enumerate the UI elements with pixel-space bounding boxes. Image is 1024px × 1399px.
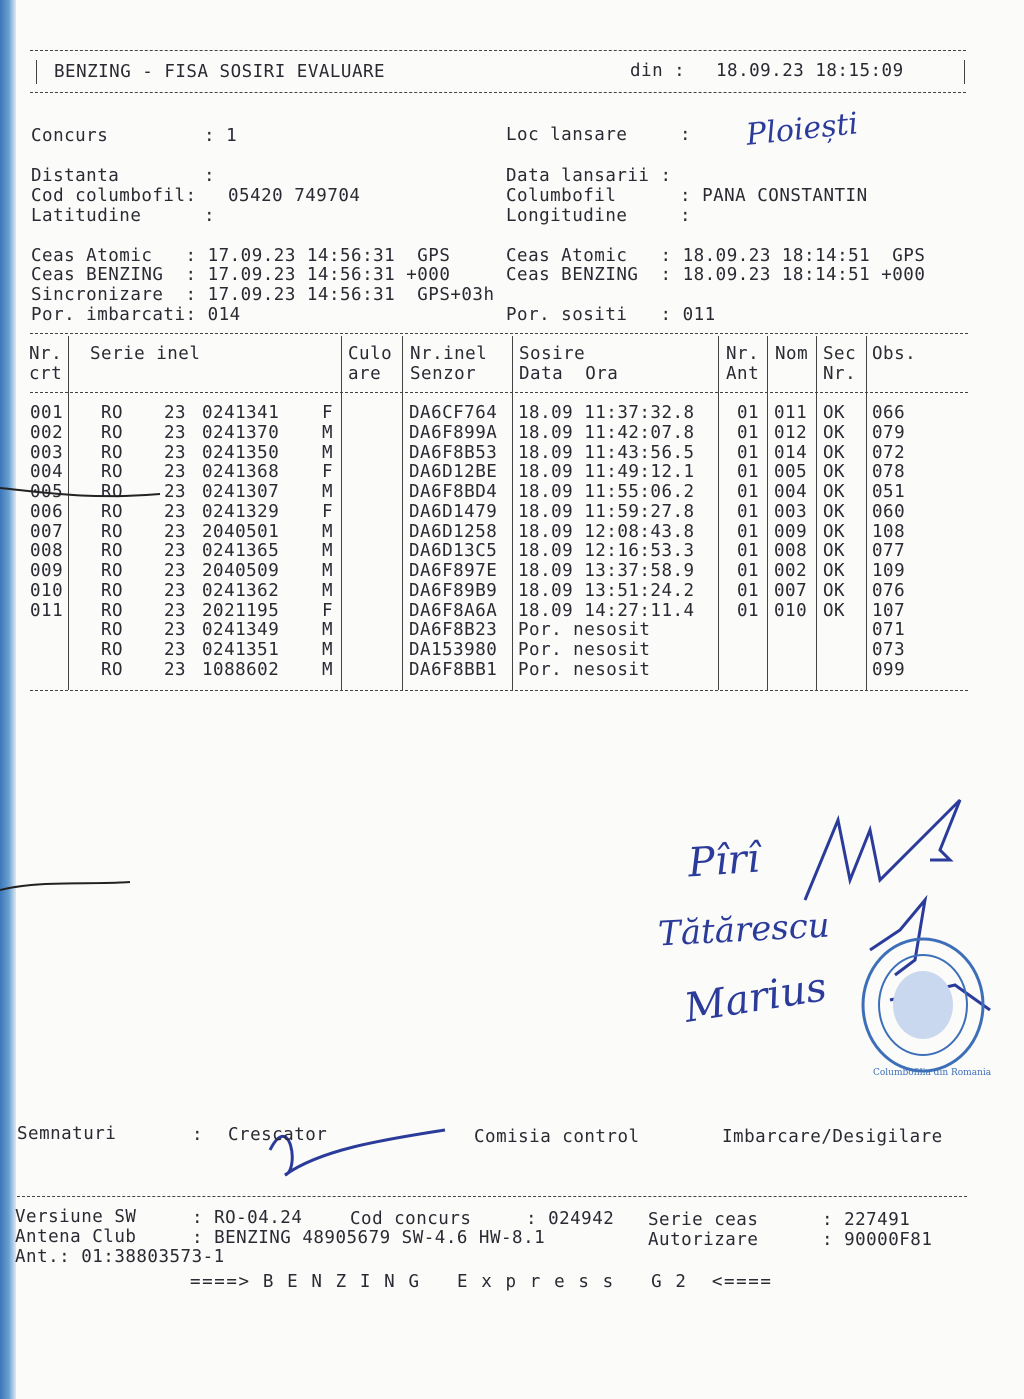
serie-ceas-label: Serie ceas [648, 1210, 759, 1230]
serie-ceas-value: : 227491 [822, 1210, 911, 1230]
ceas-benzing-start: Ceas BENZING : 17.09.23 14:56:31 +000 [31, 265, 451, 285]
cell-sec-nr: OK [823, 501, 846, 522]
cell-an: 23 [164, 600, 187, 621]
cell-sec-nr: OK [823, 403, 846, 423]
cell-nr-ant: 01 [737, 442, 760, 463]
cell-crt-nr: 005 [30, 482, 64, 502]
columbofil-label: Columbofil [506, 186, 617, 206]
cell-sec-nr: OK [823, 580, 846, 601]
cell-an: 23 [164, 521, 187, 542]
cell-nom: 004 [774, 482, 808, 502]
th-culoare-2: are [348, 364, 382, 384]
cell-senzor: DA153980 [409, 640, 498, 660]
longitudine-label: Longitudine [506, 206, 628, 226]
distanta-value: : [204, 166, 216, 186]
cell-obs: 073 [872, 640, 906, 660]
cell-sosire: 18.09 11:59:27.8 [518, 501, 695, 522]
cell-sec-nr: OK [823, 482, 846, 502]
cell-nr-ant: 01 [737, 403, 760, 423]
cell-senzor: DA6F899A [409, 422, 498, 443]
cell-tara: RO [101, 659, 124, 680]
cell-senzor: DA6F8B53 [409, 442, 498, 463]
cod-concurs-label: Cod concurs [350, 1209, 472, 1229]
ceas-benzing-end: Ceas BENZING : 18.09.23 18:14:51 +000 [506, 265, 926, 285]
loc-lansare-colon: : [680, 125, 692, 145]
ceas-atomic-end: Ceas Atomic : 18.09.23 18:14:51 GPS [506, 246, 926, 266]
cell-sosire: 18.09 14:27:11.4 [518, 600, 695, 621]
crescator-label: Crescator [228, 1125, 328, 1145]
cell-obs: 107 [872, 600, 906, 621]
cell-tara: RO [101, 422, 124, 443]
cell-senzor: DA6F897E [409, 561, 498, 581]
cell-sex: M [322, 521, 334, 542]
cell-serie-inel: 0241341 [202, 403, 280, 423]
cell-serie-inel: 1088602 [202, 659, 280, 680]
cell-sec-nr: OK [823, 541, 846, 562]
cell-obs: 099 [872, 659, 906, 680]
th-senzor: Senzor [410, 364, 477, 384]
cell-nom: 003 [774, 501, 808, 522]
th-serie-inel: Serie inel [90, 344, 201, 364]
cell-crt-nr: 001 [30, 403, 64, 423]
cell-obs: 066 [872, 403, 906, 423]
cell-serie-inel: 0241368 [202, 462, 280, 483]
comisia-control-label: Comisia control [474, 1127, 640, 1147]
cell-an: 23 [164, 422, 187, 443]
cell-nr-ant: 01 [737, 501, 760, 522]
cell-obs: 077 [872, 541, 906, 562]
porumbei-imbarcati: Por. imbarcati: 014 [31, 305, 241, 325]
th-sosire: Sosire [519, 344, 586, 364]
cell-nom: 007 [774, 580, 808, 601]
cell-tara: RO [101, 640, 124, 660]
cell-sosire: 18.09 11:49:12.1 [518, 462, 695, 483]
cell-sex: M [322, 422, 334, 443]
cell-sex: F [322, 462, 334, 483]
cell-senzor: DA6CF764 [409, 403, 498, 423]
cell-nr-ant: 01 [737, 521, 760, 542]
cell-nom: 014 [774, 442, 808, 463]
cell-an: 23 [164, 442, 187, 463]
cell-sosire: 18.09 11:43:56.5 [518, 442, 695, 463]
cell-senzor: DA6D12BE [409, 462, 498, 483]
cell-obs: 060 [872, 501, 906, 522]
cell-an: 23 [164, 403, 187, 423]
cell-serie-inel: 0241350 [202, 442, 280, 463]
cell-crt-nr: 006 [30, 501, 64, 522]
cell-sec-nr: OK [823, 521, 846, 542]
cell-senzor: DA6F8BB1 [409, 659, 498, 680]
cell-nr-ant: 01 [737, 422, 760, 443]
cell-obs: 078 [872, 462, 906, 483]
cell-tara: RO [101, 521, 124, 542]
distanta-label: Distanta [31, 166, 120, 186]
stamp-text: Columbofilia din Romania [873, 1068, 992, 1078]
cell-sosire: Por. nesosit [518, 620, 651, 641]
cell-crt-nr: 002 [30, 422, 64, 443]
cell-senzor: DA6F89B9 [409, 580, 498, 601]
cell-sosire: 18.09 12:08:43.8 [518, 521, 695, 542]
th-nr: Nr. [29, 344, 63, 364]
cell-obs: 051 [872, 482, 906, 502]
cell-sex: F [322, 600, 334, 621]
longitudine-value: : [680, 206, 692, 226]
cell-serie-inel: 2040509 [202, 561, 280, 581]
cell-sosire: 18.09 11:37:32.8 [518, 403, 695, 423]
cell-obs: 079 [872, 422, 906, 443]
cell-crt-nr: 011 [30, 600, 64, 621]
antena-label: Antena Club [15, 1227, 137, 1247]
cell-serie-inel: 2021195 [202, 600, 280, 621]
cell-sex: M [322, 580, 334, 601]
th-obs: Obs. [872, 344, 917, 364]
cell-serie-inel: 0241307 [202, 482, 280, 502]
cell-sosire: Por. nesosit [518, 640, 651, 660]
cell-crt-nr: 009 [30, 561, 64, 581]
cell-obs: 076 [872, 580, 906, 601]
cell-obs: 072 [872, 442, 906, 463]
cell-serie-inel: 0241349 [202, 620, 280, 641]
th-culoare-1: Culo [348, 344, 393, 364]
cell-tara: RO [101, 561, 124, 581]
cell-crt-nr: 007 [30, 521, 64, 542]
cell-sex: M [322, 482, 334, 502]
cell-sosire: 18.09 13:51:24.2 [518, 580, 695, 601]
sincronizare: Sincronizare : 17.09.23 14:56:31 GPS+03h [31, 285, 495, 305]
cell-sex: F [322, 403, 334, 423]
cell-sosire: 18.09 11:42:07.8 [518, 422, 695, 443]
cell-serie-inel: 0241351 [202, 640, 280, 660]
antenna-id: Ant.: 01:38803573-1 [15, 1247, 225, 1267]
cell-serie-inel: 0241370 [202, 422, 280, 443]
cell-tara: RO [101, 620, 124, 641]
cell-senzor: DA6F8BD4 [409, 482, 498, 502]
data-lansarii-label: Data lansarii : [506, 166, 672, 186]
loc-lansare-handwritten: Ploiești [744, 106, 860, 153]
club-stamp [858, 935, 988, 1075]
cell-sosire: 18.09 12:16:53.3 [518, 541, 695, 562]
th-crt: crt [29, 364, 63, 384]
cell-serie-inel: 0241362 [202, 580, 280, 601]
cell-crt-nr: 003 [30, 442, 64, 463]
cell-sec-nr: OK [823, 422, 846, 443]
cell-obs: 108 [872, 521, 906, 542]
cell-nr-ant: 01 [737, 600, 760, 621]
versiune-label: Versiune SW [15, 1207, 137, 1227]
cell-tara: RO [101, 462, 124, 483]
cell-serie-inel: 0241365 [202, 541, 280, 562]
cell-an: 23 [164, 482, 187, 502]
ceas-atomic-start: Ceas Atomic : 17.09.23 14:56:31 GPS [31, 246, 451, 266]
cell-obs: 109 [872, 561, 906, 581]
cell-sex: M [322, 541, 334, 562]
columbofil-value: : PANA CONSTANTIN [680, 186, 868, 206]
cell-nom: 011 [774, 403, 808, 423]
cod-columbofil-label: Cod columbofil: [31, 186, 197, 206]
cell-nr-ant: 01 [737, 462, 760, 483]
th-sec-1: Sec [823, 344, 857, 364]
cell-serie-inel: 2040501 [202, 521, 280, 542]
cell-sec-nr: OK [823, 442, 846, 463]
cell-an: 23 [164, 501, 187, 522]
cell-tara: RO [101, 482, 124, 502]
cell-nom: 012 [774, 422, 808, 443]
th-data-ora: Data Ora [519, 364, 619, 384]
concurs-label: Concurs [31, 126, 109, 146]
imbarcare-label: Imbarcare/Desigilare [722, 1127, 943, 1147]
cell-senzor: DA6D1479 [409, 501, 498, 522]
latitudine-value: : [204, 206, 216, 226]
cell-nr-ant: 01 [737, 482, 760, 502]
signature-name-3: Marius [681, 964, 830, 1032]
cell-sec-nr: OK [823, 462, 846, 483]
footer-rule [17, 1196, 967, 1197]
th-nr-ant-2: Ant [726, 364, 760, 384]
cell-sec-nr: OK [823, 561, 846, 581]
latitudine-label: Latitudine [31, 206, 142, 226]
cell-crt-nr: 004 [30, 462, 64, 483]
cell-nom: 008 [774, 541, 808, 562]
cell-crt-nr: 010 [30, 580, 64, 601]
cell-an: 23 [164, 620, 187, 641]
cell-sex: M [322, 620, 334, 641]
cell-senzor: DA6F8A6A [409, 600, 498, 621]
cell-nom: 005 [774, 462, 808, 483]
th-sec-2: Nr. [823, 364, 857, 384]
benzing-banner: ====> B E N Z I N G E x p r e s s G 2 <==== [190, 1272, 773, 1292]
concurs-value: : 1 [204, 126, 238, 146]
versiune-value: : RO-04.24 [192, 1208, 303, 1228]
cell-an: 23 [164, 580, 187, 601]
autorizare-value: : 90000F81 [822, 1230, 933, 1250]
cell-sosire: 18.09 11:55:06.2 [518, 482, 695, 502]
cell-obs: 071 [872, 620, 906, 641]
report-title: BENZING - FISA SOSIRI EVALUARE [54, 62, 386, 82]
cell-sosire: Por. nesosit [518, 659, 651, 680]
th-nr-ant-1: Nr. [726, 344, 760, 364]
antena-value: : BENZING 48905679 SW-4.6 HW-8.1 [192, 1228, 546, 1248]
report-datetime: 18.09.23 18:15:09 [716, 61, 904, 81]
th-nr-inel: Nr.inel [410, 344, 488, 364]
porumbei-sositi: Por. sositi : 011 [506, 305, 716, 325]
semnaturi-colon: : [192, 1125, 204, 1145]
cell-tara: RO [101, 580, 124, 601]
cell-nom: 009 [774, 521, 808, 542]
cod-concurs-value: : 024942 [526, 1209, 615, 1229]
cell-serie-inel: 0241329 [202, 501, 280, 522]
cell-senzor: DA6F8B23 [409, 620, 498, 641]
cell-sex: M [322, 659, 334, 680]
cell-sec-nr: OK [823, 600, 846, 621]
semnaturi-label: Semnaturi [17, 1124, 117, 1144]
signature-name-2: Tătărescu [657, 905, 831, 955]
th-nom: Nom [775, 344, 809, 364]
loc-lansare-label: Loc lansare [506, 125, 628, 145]
din-label: din : [630, 61, 686, 81]
cod-columbofil-value: 05420 749704 [228, 186, 361, 206]
autorizare-label: Autorizare [648, 1230, 759, 1250]
cell-tara: RO [101, 501, 124, 522]
cell-tara: RO [101, 600, 124, 621]
cell-nr-ant: 01 [737, 561, 760, 581]
cell-senzor: DA6D13C5 [409, 541, 498, 562]
cell-an: 23 [164, 561, 187, 581]
cell-sex: M [322, 442, 334, 463]
cell-senzor: DA6D1258 [409, 521, 498, 542]
cell-an: 23 [164, 541, 187, 562]
cell-sex: M [322, 561, 334, 581]
cell-sex: M [322, 640, 334, 660]
cell-nom: 010 [774, 600, 808, 621]
cell-tara: RO [101, 403, 124, 423]
cell-crt-nr: 008 [30, 541, 64, 562]
cell-tara: RO [101, 541, 124, 562]
cell-nr-ant: 01 [737, 541, 760, 562]
signature-name-1: Pîrî [686, 835, 762, 887]
cell-sosire: 18.09 13:37:58.9 [518, 561, 695, 581]
cell-an: 23 [164, 659, 187, 680]
cell-tara: RO [101, 442, 124, 463]
cell-nr-ant: 01 [737, 580, 760, 601]
cell-nom: 002 [774, 561, 808, 581]
cell-sex: F [322, 501, 334, 522]
cell-an: 23 [164, 640, 187, 660]
cell-an: 23 [164, 462, 187, 483]
